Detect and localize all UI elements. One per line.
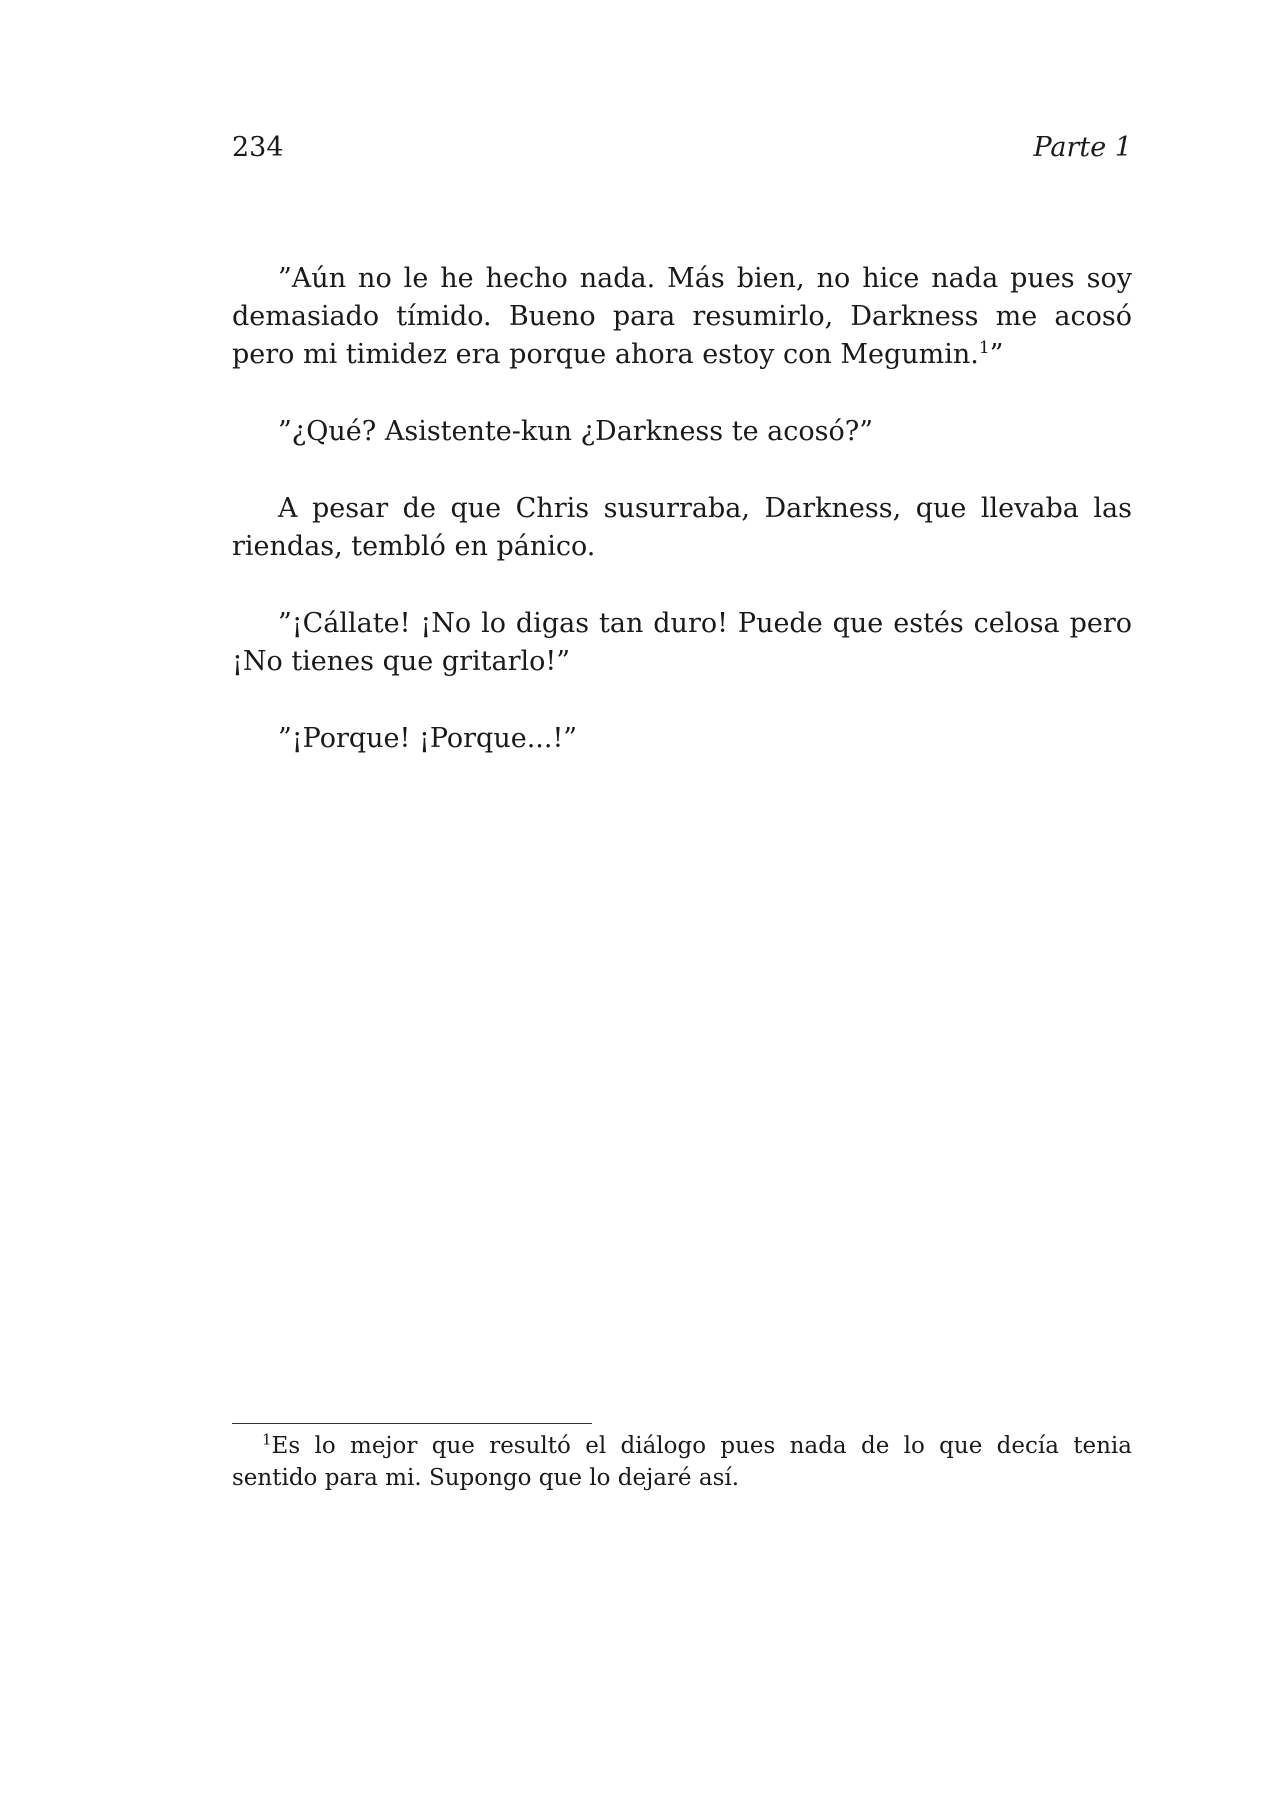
- footnote-divider: [232, 1423, 592, 1424]
- running-head: Parte 1: [1033, 132, 1132, 163]
- footnote-reference: 1: [978, 338, 990, 358]
- paragraph-3: A pesar de que Chris susurraba, Darkness, que llevaba las riendas, tembló en pánico.: [232, 493, 1132, 562]
- paragraph-4: ”¡Cállate! ¡No lo digas tan duro! Puede que estés celosa pero ¡No tienes que gritarlo!”: [232, 608, 1132, 677]
- page-number: 234: [232, 132, 284, 163]
- footnote-text: Es lo mejor que resultó el diálogo pues nada de lo que decía tenia sentido para mi. Supongo que lo dejaré así.: [232, 1433, 1132, 1491]
- paragraph-1: [232, 260, 1132, 374]
- paragraph-1-tail: ”: [989, 339, 1004, 370]
- paragraph-1-text: ”Aún no le he hecho nada. Más bien, no hice nada pues soy demasiado tímido. Bueno para resumirlo, Darkness me acosó pero mi timidez era porque ahora estoy con Megumin.: [232, 263, 1132, 370]
- footnote: [232, 1430, 1132, 1494]
- paragraph-2: ”¿Qué? Asistente-kun ¿Darkness te acosó?”: [278, 416, 874, 447]
- body-text: [232, 260, 1132, 797]
- footnote-marker: 1: [262, 1430, 272, 1449]
- paragraph-5: ”¡Porque! ¡Porque...!”: [278, 723, 578, 754]
